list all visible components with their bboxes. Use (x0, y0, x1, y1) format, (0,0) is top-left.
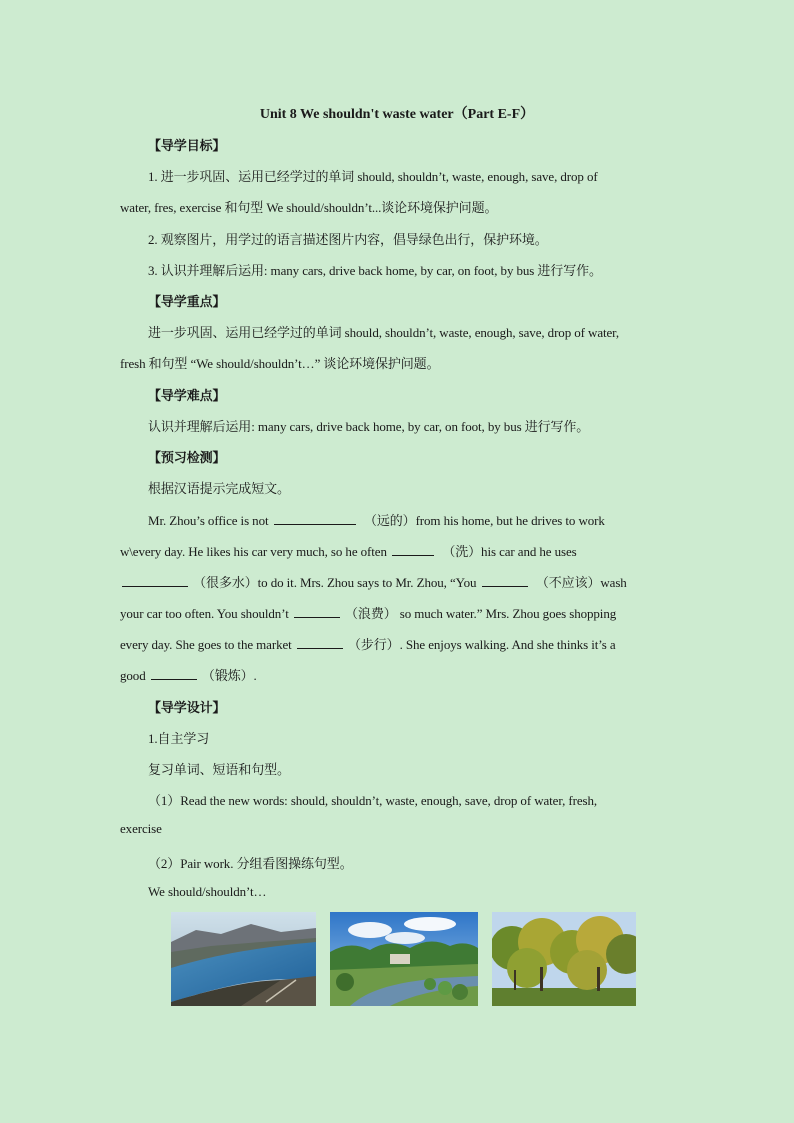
sentence-pattern: We should/shouldn’t… (148, 884, 267, 899)
passage-text: （远的）from his home, but he drives to work (363, 513, 605, 528)
step-1-line-1: （1）Read the new words: should, shouldn’t, waste, enough, save, drop of water, fresh, (148, 793, 598, 808)
passage-text: （步行）. She enjoys walking. And she thinks it’s a (347, 637, 616, 652)
design-heading: 【导学设计】 (148, 700, 226, 715)
passage-text: （洗）his car and he uses (442, 544, 577, 559)
goal-item-1-line-2: water, fres, exercise 和句型 We should/shouldn’t...谈论环境保护问题。 (120, 200, 498, 215)
focus-heading: 【导学重点】 (148, 294, 226, 309)
review-instruction: 复习单词、短语和句型。 (148, 762, 290, 777)
park-photo (330, 912, 478, 1006)
step-2: （2）Pair work. 分组看图操练句型。 (148, 856, 353, 871)
answer-blank-lots-of-water[interactable] (122, 574, 188, 587)
goal-item-1-line-1: 1. 进一步巩固、运用已经学过的单词 should, shouldn’t, waste, enough, save, drop of (148, 169, 598, 184)
passage-text: Mr. Zhou’s office is not (148, 513, 269, 528)
passage-text: your car too often. You shouldn’t (120, 606, 289, 621)
passage-text: good (120, 668, 146, 683)
step-1-line-2: exercise (120, 821, 162, 836)
difficulty-line-1: 认识并理解后运用: many cars, drive back home, by car, on foot, by bus 进行写作。 (148, 419, 590, 434)
page-title: Unit 8 We shouldn't waste water（Part E-F） (259, 107, 535, 122)
passage-text: （浪费） so much water.” Mrs. Zhou goes shopping (345, 606, 617, 621)
difficulty-heading: 【导学难点】 (148, 388, 226, 403)
passage-line-3 (120, 572, 627, 591)
focus-line-2: fresh 和句型 “We should/shouldn’t…” 谈论环境保护问题。 (120, 356, 440, 371)
passage-line-6 (120, 665, 257, 684)
passage-text: （不应该）wash (535, 575, 627, 590)
preview-heading: 【预习检测】 (148, 450, 226, 465)
passage-text: （很多水）to do it. Mrs. Zhou says to Mr. Zhou, “You (193, 575, 477, 590)
answer-blank-far[interactable] (274, 512, 356, 525)
answer-blank-on-foot[interactable] (297, 636, 343, 649)
answer-blank-waste[interactable] (294, 605, 340, 618)
self-study-heading: 1.自主学习 (148, 731, 210, 746)
passage-line-1 (148, 510, 605, 529)
passage-line-2 (120, 541, 577, 560)
goal-item-2: 2. 观察图片，用学过的语言描述图片内容，倡导绿色出行，保护环境。 (148, 232, 548, 247)
passage-line-5 (120, 634, 616, 653)
trees-photo (492, 912, 636, 1006)
preview-instruction: 根据汉语提示完成短文。 (148, 481, 290, 496)
passage-line-4 (120, 603, 616, 622)
answer-blank-wash[interactable] (392, 543, 434, 556)
goal-item-3: 3. 认识并理解后运用: many cars, drive back home, by car, on foot, by bus 进行写作。 (148, 263, 602, 278)
focus-line-1: 进一步巩固、运用已经学过的单词 should, shouldn’t, waste, enough, save, drop of water, (148, 325, 620, 340)
lake-photo (171, 912, 316, 1006)
answer-blank-exercise[interactable] (151, 667, 197, 680)
goals-heading: 【导学目标】 (148, 138, 226, 153)
passage-text: w\every day. He likes his car very much, so he often (120, 544, 387, 559)
passage-text: every day. She goes to the market (120, 637, 292, 652)
passage-text: （锻炼）. (201, 668, 257, 683)
answer-blank-shouldnt[interactable] (482, 574, 528, 587)
